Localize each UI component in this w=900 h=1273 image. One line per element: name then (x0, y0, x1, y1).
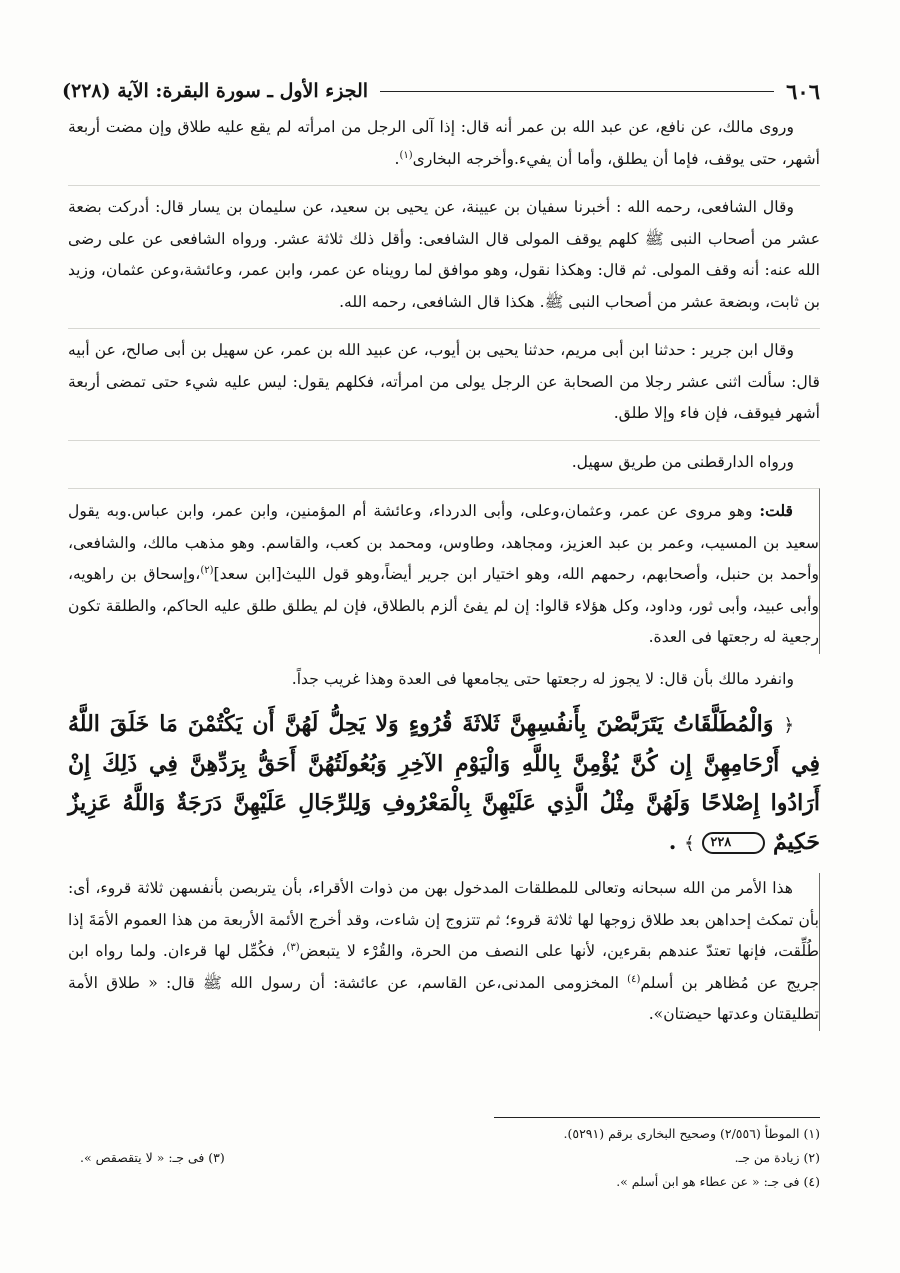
quran-verse: ﴿ وَالْمُطَلَّقَاتُ يَتَرَبَّصْنَ بِأَنفُسِهِنَّ ثَلاثَةَ قُرُوءٍ وَلا يَحِلُّ لَهُنَّ أَن يَكْتُمْنَ مَا خَلَقَ اللَّهُ فِي أَرْحَامِهِنَّ إِن كُنَّ يُؤْمِنَّ بِاللَّهِ وَالْيَوْمِ الآخِرِ وَبُعُولَتُهُنَّ أَحَقُّ بِرَدِّهِنَّ فِي ذَلِكَ إِنْ أَرَادُوا إِصْلاحًا وَلَهُنَّ مِثْلُ الَّذِي عَلَيْهِنَّ بِالْمَعْرُوفِ وَلِلرِّجَالِ عَلَيْهِنَّ دَرَجَةٌ وَاللَّهُ عَزِيزٌ حَكِيمٌ ٢٢٨ ﴾ . (68, 711, 821, 855)
commentary-paragraph: هذا الأمر من الله سبحانه وتعالى للمطلقات المدخول بهن من ذوات الأقراء، بأن يتربصن بأنفسهن ثلاثة قروء، أى: بأن تمكث إحداهن بعد طلاق زوجها لها ثلاثة قروء؛ ثم تتزوج إن شاءت، وقد أخرج الأئمة الأربعة من هذا العموم الأمَةَ إذا طُلِّقت، فإنها تعتدّ عندهم بقرءين، لأنها على النصف من الحرة، والقُرْء لا يتبعض$^{(٣)}$، فكُمِّل لها قرءان. ولما رواه ابن جريج عن مُظاهر بن أسلم$^{(٤)}$ المخزومى المدنى،عن القاسم، عن عائشة: أن رسول الله ﷺ قال: « طلاق الأمة تطليقتان وعدتها حيضتان». (68, 873, 820, 1031)
footnote-ref-1: (١) (399, 149, 413, 161)
footnote-3: (٣) فى جـ: « لا يتقصقص ». (80, 1150, 225, 1165)
paragraph-ibn-jarir: وقال ابن جرير : حدثنا ابن أبى مريم، حدثنا يحيى بن أيوب، عن عبيد الله بن عمر، عن سهيل بن أبى صالح، عن أبيه قال: سألت اثنى عشر رجلا من الصحابة عن الرجل يولى من امرأته، فكلهم يقول: ليس عليه شيء حتى تمضى أربعة أشهر فيوقف، فإن فاء وإلا طلق. (68, 328, 820, 430)
verse-text: وَالْمُطَلَّقَاتُ يَتَرَبَّصْنَ بِأَنفُسِهِنَّ ثَلاثَةَ قُرُوءٍ وَلا يَحِلُّ لَهُنَّ أَن يَكْتُمْنَ مَا خَلَقَ اللَّهُ فِي أَرْحَامِهِنَّ إِن كُنَّ يُؤْمِنَّ بِاللَّهِ وَالْيَوْمِ الآخِرِ وَبُعُولَتُهُنَّ أَحَقُّ بِرَدِّهِنَّ فِي ذَلِكَ إِنْ أَرَادُوا إِصْلاحًا وَلَهُنَّ مِثْلُ الَّذِي عَلَيْهِنَّ بِالْمَعْرُوفِ وَلِلرِّجَالِ عَلَيْهِنَّ دَرَجَةٌ وَاللَّهُ عَزِيزٌ حَكِيمٌ (68, 711, 821, 855)
running-header (62, 74, 820, 108)
footnote-1: (١) الموطأ (٢/٥٥٦) وصحيح البخارى برقم (٥٢٩١). (563, 1126, 820, 1141)
paragraph-qultu: قلت: وهو مروى عن عمر، وعثمان،وعلى، وأبى الدرداء، وعائشة أم المؤمنين، وابن عمر، وابن عباس.وبه يقول سعيد بن المسيب، وعمر بن عبد العزيز، ومجاهد، وطاوس، ومحمد بن كعب، والقاسم. وهو مذهب مالك، والشافعى، وأحمد بن حنبل، وأصحابهم، رحمهم الله، وهو اختيار ابن جرير أيضاً،وهو قول الليث[ابن سعد]$^{(٢)}$،وإسحاق بن راهويه، وأبى عبيد، وأبى ثور، وداود، وكل هؤلاء قالوا: إن لم يفئ ألزم بالطلاق، فإن لم يطلق طلق عليه الحاكم، والطلقة تكون رجعية له رجعتها فى العدة. (68, 488, 820, 654)
header-rule (380, 91, 774, 92)
footnote-4: (٤) فى جـ: « عن عطاء هو ابن أسلم ». (616, 1174, 820, 1189)
footnote-ref-3: (٣) (286, 941, 300, 953)
header-title: الجزء الأول ـ سورة البقرة: الآية (٢٢٨) (62, 80, 369, 102)
footnote-ref-4: (٤) (627, 973, 641, 985)
footnote-2: (٢) زيادة من جـ. (734, 1150, 820, 1165)
verse-close-bracket: ﴾ (684, 833, 695, 854)
paragraph-shafii: وقال الشافعى، رحمه الله : أخبرنا سفيان بن عيينة، عن يحيى بن سعيد، عن سليمان بن يسار قال: أدركت بضعة عشر من أصحاب النبى ﷺ كلهم يوقف المولى قال الشافعى: وأقل ذلك ثلاثة عشر. ورواه الشافعى عن على رضى الله عنه: أنه وقف المولى. ثم قال: وهكذا نقول، وهو موافق لما رويناه عن عمر، وابن عمر، وعائشة،وعن عثمان، وزيد بن ثابت، وبضعة عشر من أصحاب النبى ﷺ. هكذا قال الشافعى، رحمه الله. (68, 185, 820, 318)
verse-number-badge: ٢٢٨ (702, 832, 765, 854)
footnote-row-2-3 (80, 1146, 820, 1170)
paragraph-malik-infarada: وانفرد مالك بأن قال: لا يجوز له رجعتها حتى يجامعها فى العدة وهذا غريب جداً. (291, 669, 794, 688)
footnote-ref-2: (٢) (200, 564, 214, 576)
paragraph-daraqutni: ورواه الدارقطنى من طريق سهيل. (68, 440, 820, 479)
footnote-rule (494, 1117, 820, 1118)
page-body (68, 112, 820, 1041)
footnotes (80, 1122, 820, 1194)
qultu-label: قلت: (759, 501, 793, 520)
page-number: ٦٠٦ (786, 78, 820, 104)
paragraph-malik: وروى مالك، عن نافع، عن عبد الله بن عمر أنه قال: إذا آلى الرجل من امرأته لم يقع عليه طلاق وإن مضت أربعة أشهر، حتى يوقف، فإما أن يطلق، وأما أن يفيء.وأخرجه البخارى$^{(١)}$. (68, 118, 820, 168)
verse-open-bracket: ﴿ (783, 715, 794, 736)
